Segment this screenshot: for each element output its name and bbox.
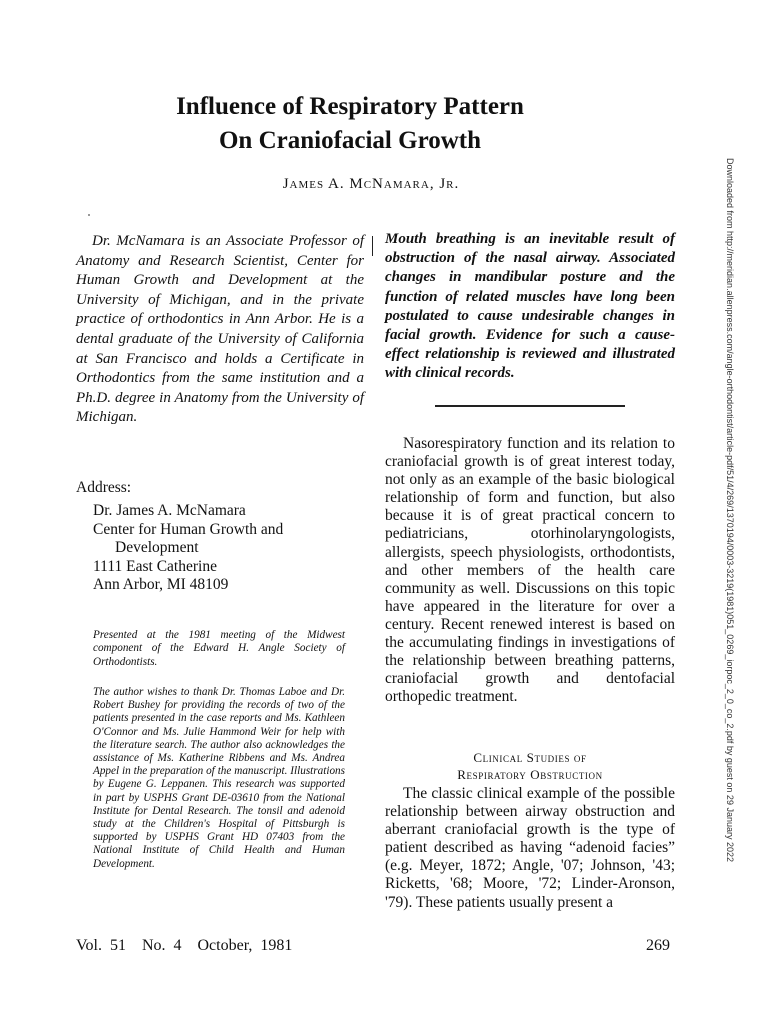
stray-mark	[88, 214, 90, 216]
body-text	[385, 435, 675, 706]
address-line: Ann Arbor, MI 48109	[93, 576, 229, 593]
body-paragraph: Nasorespiratory function and its relation to craniofacial growth is of great interest today, not only as an example of the basic biological relationship of form and function, but also because it is of great practical concern to pediatricians, otorhinolaryngologists, allergists, speech physiologists, orthodontists, and other members of the health care community as well. Discussions on this topic have appeared in the literature for over a century. Recent renewed interest is based on the accumulating findings in investigations of the relationship between breathing patterns, craniofacial growth and dentofacial orthopedic treatment.	[385, 435, 675, 706]
page-number: 269	[646, 937, 670, 954]
acknowledgment-note: The author wishes to thank Dr. Thomas Laboe and Dr. Robert Bushey for providing the records of two of the patients presented in the case reports and Ms. Kathleen O'Connor and Ms. Julie Hammond Weir for help with the literature search. The author also acknowledges the assistance of Ms. Katherine Ribbens and Ms. Andrea Appel in the preparation of the manuscript. Illustrations by Eugene G. Leppanen. This research was supported in part by USPHS Grant DE-03610 from the National Institute for Dental Research. The tonsil and adenoid study at the Children's Hospital of Pittsburgh is supported by USPHS Grant HD 07403 from the National Institute of Child Health and Human Development.	[93, 686, 345, 870]
section-heading-line-1: Clinical Studies of	[473, 750, 587, 765]
author-bio: Dr. McNamara is an Associate Professor of Anatomy and Research Scientist, Center for Human Growth and Development at the University of Michigan, and in the private practice of orthodontics in Ann Arbor. He is a dental graduate of the University of California at San Francisco and holds a Certificate in Orthodontics from the same institution and a Ph.D. degree in Anatomy from the University of Michigan.	[76, 233, 364, 426]
body-text	[385, 785, 675, 912]
abstract: Mouth breathing is an inevitable result of obstruction of the nasal airway. Associated changes in mandibular posture and the function of related muscles have long been postulated to cause undesirable changes in facial growth. Evidence for such a cause-effect relationship is reviewed and illustrated with clinical records.	[385, 231, 675, 382]
presentation-note: Presented at the 1981 meeting of the Midwest component of the Edward H. Angle Society of Orthodontists.	[93, 629, 345, 668]
address-line: Dr. James A. McNamara	[93, 502, 246, 519]
address-block	[93, 502, 373, 595]
title-line-2: On Craniofacial Growth	[218, 127, 482, 154]
section-heading	[385, 750, 675, 783]
article-title	[0, 90, 700, 158]
address-line: 1111 East Catherine	[93, 557, 217, 575]
issue-info: Vol. 51 No. 4 October, 1981	[76, 937, 293, 954]
address-label: Address:	[76, 479, 132, 496]
title-line-1: Influence of Respiratory Pattern	[176, 93, 524, 120]
section-divider	[435, 405, 625, 407]
download-watermark	[723, 158, 743, 1018]
author-name: James A. McNamara, Jr.	[282, 176, 460, 192]
column-marker	[372, 236, 373, 256]
address-line: Development	[115, 539, 199, 556]
download-watermark-text: Downloaded from http://meridian.allenpress.com/angle-orthodontist/article-pdf/51/4/269/1370194/0003-3219(1981)051_0269_iorpoc_2_0_co_2.pdf by guest on 29 January 2022	[725, 158, 735, 862]
section-heading-line-2: Respiratory Obstruction	[457, 766, 603, 782]
address-line: Center for Human Growth and	[93, 520, 284, 538]
body-paragraph: The classic clinical example of the possible relationship between airway obstruction and aberrant craniofacial growth is the type of patient described as having “adenoid facies” (e.g. Meyer, 1872; Angle, '07; Johnson, '43; Ricketts, '68; Moore, '72; Linder-Aronson, '79). These patients usually present a	[385, 785, 675, 911]
